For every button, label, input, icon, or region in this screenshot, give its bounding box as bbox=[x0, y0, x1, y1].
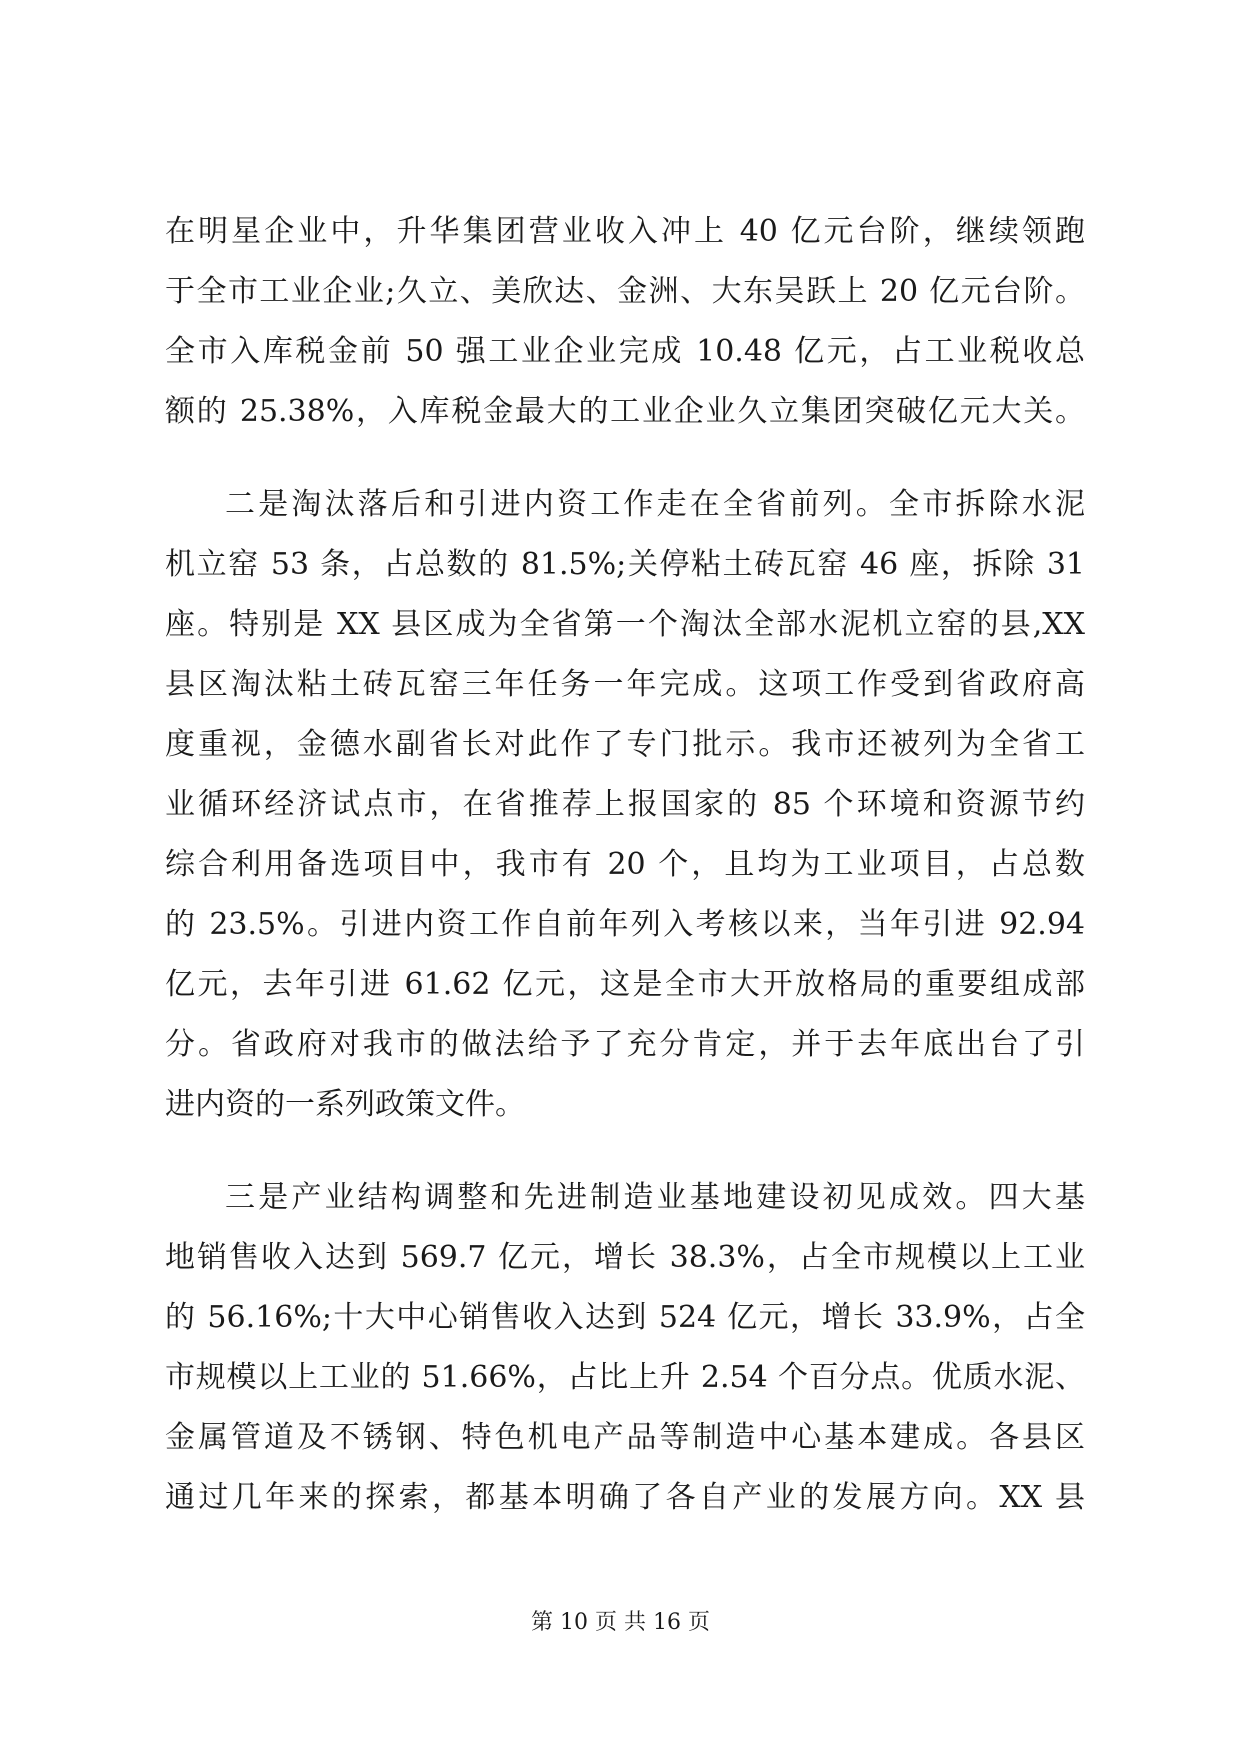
text-line: 在明星企业中，升华集团营业收入冲上 40 亿元台阶，继续领跑 bbox=[165, 214, 1085, 249]
text-line: 全市入库税金前 50 强工业企业完成 10.48 亿元，占工业税收总 bbox=[165, 334, 1085, 369]
text-line: 分。省政府对我市的做法给予了充分肯定，并于去年底出台了引 bbox=[165, 1027, 1085, 1062]
text-line: 二是淘汰落后和引进内资工作走在全省前列。全市拆除水泥 bbox=[225, 487, 1085, 522]
text-line: 于全市工业企业;久立、美欣达、金洲、大东吴跃上 20 亿元台阶。 bbox=[165, 274, 1085, 309]
text-line: 业循环经济试点市，在省推荐上报国家的 85 个环境和资源节约 bbox=[165, 787, 1085, 822]
text-line: 进内资的一系列政策文件。 bbox=[165, 1087, 525, 1122]
text-line: 三是产业结构调整和先进制造业基地建设初见成效。四大基 bbox=[225, 1180, 1085, 1215]
text-line: 度重视，金德水副省长对此作了专门批示。我市还被列为全省工 bbox=[165, 727, 1085, 762]
text-line: 金属管道及不锈钢、特色机电产品等制造中心基本建成。各县区 bbox=[165, 1420, 1085, 1455]
text-line: 的 23.5%。引进内资工作自前年列入考核以来，当年引进 92.94 bbox=[165, 907, 1085, 942]
text-line: 座。特别是 XX 县区成为全省第一个淘汰全部水泥机立窑的县,XX bbox=[165, 607, 1085, 642]
text-line: 额的 25.38%，入库税金最大的工业企业久立集团突破亿元大关。 bbox=[165, 394, 1085, 429]
text-line: 亿元，去年引进 61.62 亿元，这是全市大开放格局的重要组成部 bbox=[165, 967, 1085, 1002]
text-line: 的 56.16%;十大中心销售收入达到 524 亿元，增长 33.9%，占全 bbox=[165, 1300, 1085, 1335]
text-line: 地销售收入达到 569.7 亿元，增长 38.3%，占全市规模以上工业 bbox=[165, 1240, 1085, 1275]
page-number-footer: 第 10 页 共 16 页 bbox=[531, 1610, 710, 1635]
text-line: 通过几年来的探索，都基本明确了各自产业的发展方向。XX 县 bbox=[165, 1480, 1085, 1515]
text-line: 市规模以上工业的 51.66%，占比上升 2.54 个百分点。优质水泥、 bbox=[165, 1360, 1085, 1395]
text-line: 机立窑 53 条，占总数的 81.5%;关停粘土砖瓦窑 46 座，拆除 31 bbox=[165, 547, 1085, 582]
text-line: 县区淘汰粘土砖瓦窑三年任务一年完成。这项工作受到省政府高 bbox=[165, 667, 1085, 702]
text-line: 综合利用备选项目中，我市有 20 个，且均为工业项目，占总数 bbox=[165, 847, 1085, 882]
